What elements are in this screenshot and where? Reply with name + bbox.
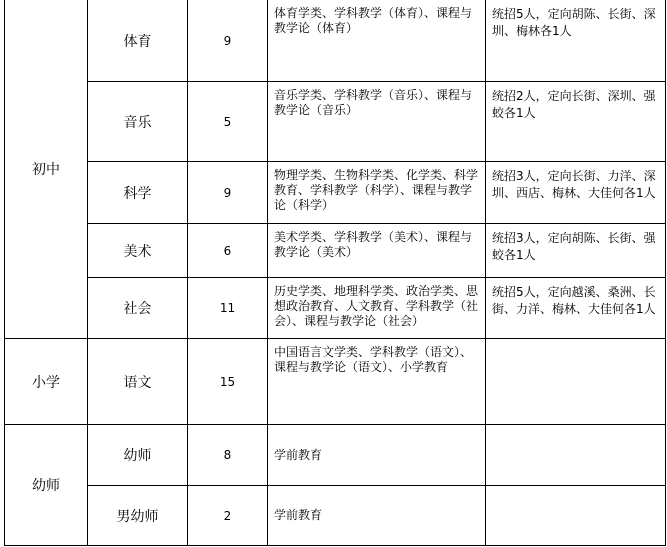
table-row: [5, 82, 666, 162]
table-row: [5, 425, 666, 486]
subject-cell: 社会: [88, 278, 188, 339]
major-cell: 学前教育: [268, 425, 486, 486]
major-cell: 学前教育: [268, 486, 486, 546]
count-cell: 11: [188, 278, 268, 339]
count-cell: 5: [188, 82, 268, 162]
count-cell: 8: [188, 425, 268, 486]
subject-cell: 男幼师: [88, 486, 188, 546]
subject-cell: 美术: [88, 224, 188, 278]
note-cell: 统招5人，定向越溪、桑洲、长街、力洋、梅林、大佳何各1人: [486, 278, 666, 339]
major-cell: 历史学类、地理科学类、政治学类、思想政治教育、人文教育、学科教学（社会）、课程与教学论（社会）: [268, 278, 486, 339]
subject-cell: 语文: [88, 339, 188, 425]
table-row: [5, 339, 666, 425]
note-cell: 统招3人，定向长街、力洋、深圳、西店、梅林、大佳何各1人: [486, 162, 666, 224]
subject-cell: 科学: [88, 162, 188, 224]
table-row: [5, 486, 666, 546]
note-cell: [486, 339, 666, 425]
recruitment-table: [4, 0, 666, 546]
note-cell: [486, 425, 666, 486]
subject-cell: 幼师: [88, 425, 188, 486]
major-cell: 音乐学类、学科教学（音乐）、课程与教学论（音乐）: [268, 82, 486, 162]
level-cell: 小学: [5, 339, 88, 425]
major-cell: 物理学类、生物科学类、化学类、科学教育、学科教学（科学）、课程与教学论（科学）: [268, 162, 486, 224]
note-cell: 统招2人，定向长街、深圳、强蛟各1人: [486, 82, 666, 162]
count-cell: 9: [188, 162, 268, 224]
major-cell: 中国语言文学类、学科教学（语文）、课程与教学论（语文）、小学教育: [268, 339, 486, 425]
table-row: [5, 0, 666, 82]
note-cell: [486, 486, 666, 546]
subject-cell: 音乐: [88, 82, 188, 162]
count-cell: 6: [188, 224, 268, 278]
table-row: [5, 162, 666, 224]
major-cell: 体育学类、学科教学（体育）、课程与教学论（体育）: [268, 0, 486, 82]
table-row: [5, 278, 666, 339]
level-cell: 幼师: [5, 425, 88, 546]
subject-cell: 体育: [88, 0, 188, 82]
count-cell: 15: [188, 339, 268, 425]
level-cell: 初中: [5, 0, 88, 339]
table-row: [5, 224, 666, 278]
note-cell: 统招3人，定向胡陈、长街、强蛟各1人: [486, 224, 666, 278]
count-cell: 2: [188, 486, 268, 546]
count-cell: 9: [188, 0, 268, 82]
note-cell: 统招5人，定向胡陈、长街、深圳、梅林各1人: [486, 0, 666, 82]
major-cell: 美术学类、学科教学（美术）、课程与教学论（美术）: [268, 224, 486, 278]
